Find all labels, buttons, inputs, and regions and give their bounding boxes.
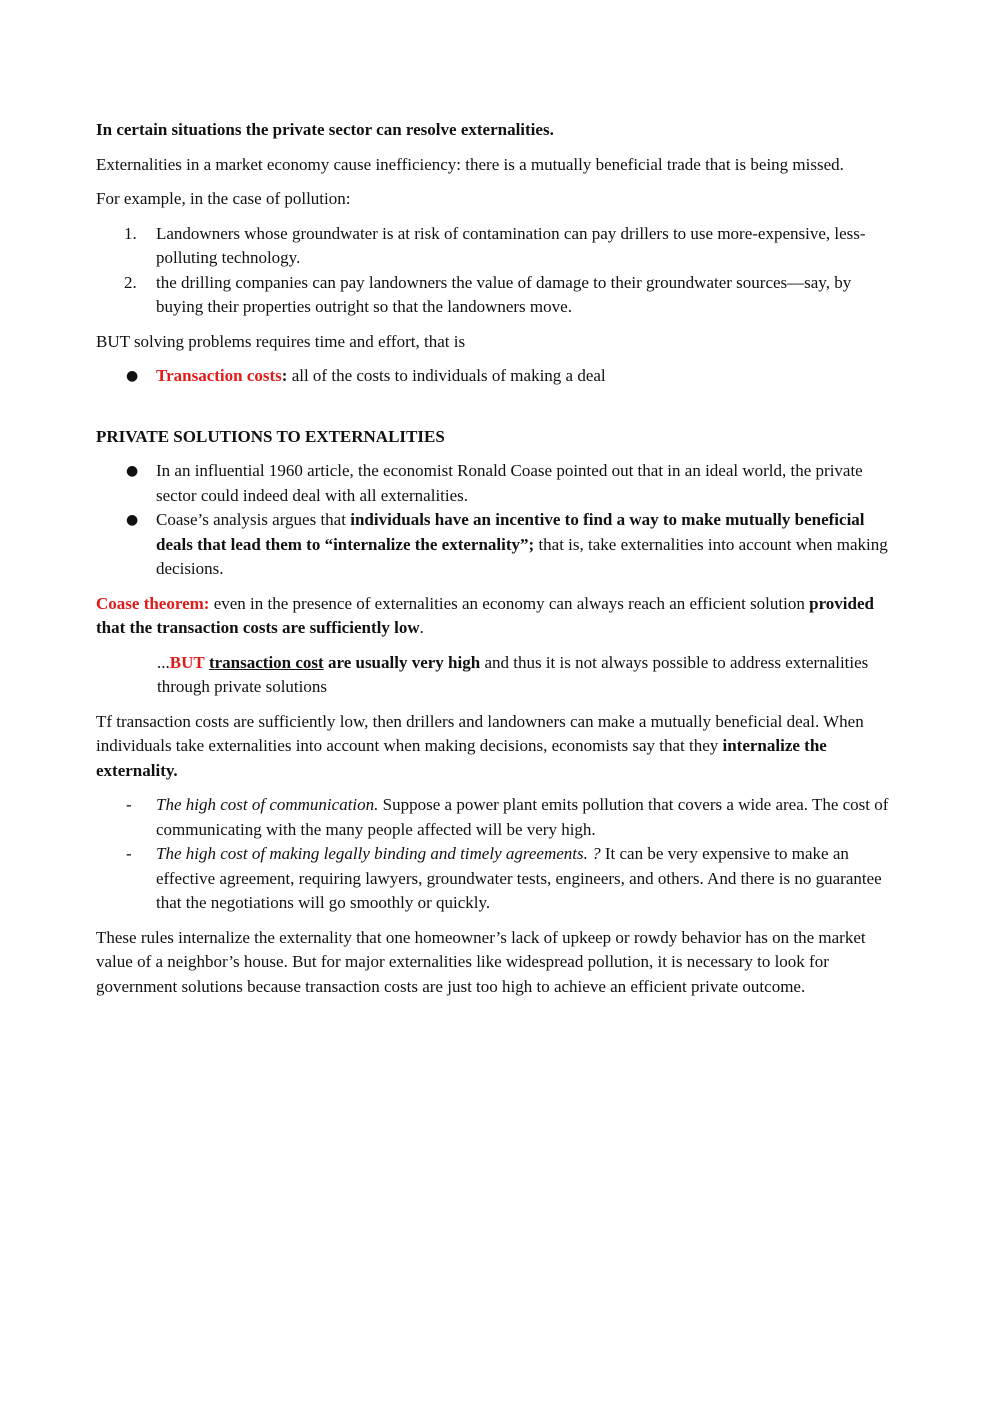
closing-paragraph: These rules internalize the externality that one homeowner’s lack of upkeep or rowdy behavior has on the market value of a neighbor’s house. But for major externalities like widespread pollution, it is necessary to look for government solutions because transaction costs are just too high to achieve an efficient private outcome. (96, 927, 866, 996)
list-item (96, 508, 900, 582)
transaction-costs-definition: all of the costs to individuals of making a deal (287, 366, 606, 385)
list-item (96, 271, 900, 320)
list-item-text: It can be very expensive to make an effective agreement, requiring lawyers, groundwater tests, engineers, and others. And there is no guarantee that the negotiations will go smoothly or quickly. (156, 844, 882, 912)
but-line: BUT solving problems requires time and effort, that is (96, 331, 466, 351)
list-item-text-lead: Coase’s analysis argues that (156, 510, 351, 529)
list-item-text-bold: individuals have an incentive to find a way to make mutually beneficial deals that lead them to “internalize the externality”; (156, 510, 865, 554)
list-item-text: In an influential 1960 article, the economist Ronald Coase pointed out that in an ideal world, the private sector could indeed deal with all externalities. (156, 461, 863, 505)
list-item (96, 459, 900, 508)
caveat-transaction-cost: transaction cost (208, 652, 324, 672)
term-colon: : (281, 366, 288, 385)
internalize-text: Tf transaction costs are sufficiently low, then drillers and landowners can make a mutually beneficial deal. When individuals take externalities into account when making decisions, economists say that they (96, 711, 864, 755)
coase-theorem-end: . (419, 618, 424, 637)
caveat-text: and thus it is not always possible to address externalities through private solutions (157, 652, 869, 696)
private-solutions-list (96, 459, 900, 582)
list-item-text: Suppose a power plant emits pollution that covers a wide area. The cost of communicating with the many people affected will be very high. (156, 795, 889, 839)
transaction-costs-term: Transaction costs (156, 366, 282, 385)
list-number: 1. (124, 223, 137, 243)
bullet-icon: ● (126, 512, 139, 528)
list-item-text: Landowners whose groundwater is at risk of contamination can pay drillers to use more-expensive, less-polluting technology. (156, 223, 866, 267)
coase-theorem-term: Coase theorem: (96, 593, 210, 613)
list-item-italic: The high cost of communication. (156, 795, 379, 814)
caveat-but: BUT (169, 652, 205, 672)
caveat-paragraph (96, 651, 900, 700)
list-item (96, 364, 900, 389)
list-number: 2. (124, 272, 137, 292)
coase-theorem-text: even in the presence of externalities an economy can always reach an efficient solution (209, 593, 810, 613)
caveat-dots: ... (157, 652, 170, 672)
transaction-cost-list (96, 364, 900, 389)
dash-icon: - (126, 844, 132, 863)
bullet-icon: ● (126, 368, 139, 384)
intro-paragraph: Externalities in a market economy cause inefficiency: there is a mutually beneficial trade that is being missed. (96, 154, 844, 174)
section-heading: PRIVATE SOLUTIONS TO EXTERNALITIES (96, 426, 445, 446)
list-item-text: the drilling companies can pay landowners the value of damage to their groundwater sources—say, by buying their properties outright so that the landowners move. (156, 272, 852, 316)
section-spacer (96, 399, 900, 425)
internalize-paragraph (96, 710, 900, 784)
high-costs-list (96, 793, 900, 916)
dash-icon: - (126, 795, 132, 814)
coase-theorem-paragraph (96, 592, 900, 641)
list-item (96, 842, 900, 916)
coase-theorem-condition: provided that the transaction costs are sufficiently low (96, 593, 874, 637)
list-item-text-tail: that is, take externalities into account when making decisions. (156, 534, 888, 578)
caveat-usually-high: are usually very high (323, 652, 481, 672)
list-item (96, 222, 900, 271)
internalize-term: internalize the externality. (96, 736, 827, 780)
list-item-italic: The high cost of making legally binding and timely agreements. ? (156, 844, 601, 863)
pollution-examples-list (96, 222, 900, 320)
intro-heading: In certain situations the private sector can resolve externalities. (96, 120, 554, 139)
bullet-icon: ● (126, 463, 139, 479)
list-item (96, 793, 900, 842)
example-lead: For example, in the case of pollution: (96, 189, 351, 208)
